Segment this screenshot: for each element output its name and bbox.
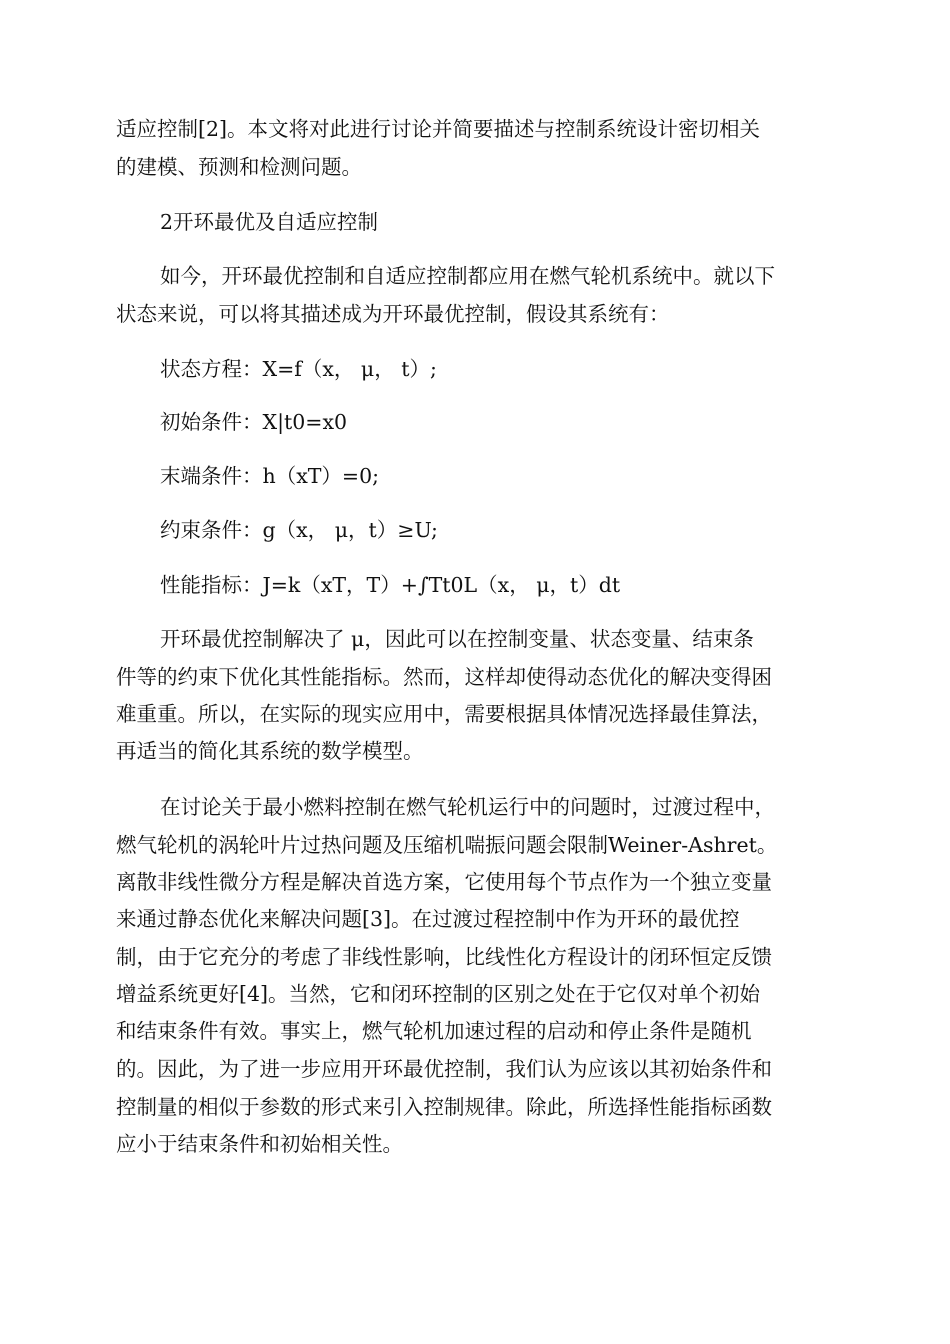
paragraph-line: 适应控制[2]。本文将对此进行讨论并简要描述与控制系统设计密切相关 xyxy=(116,117,761,141)
paragraph-line: 来通过静态优化来解决问题[3]。在过渡过程控制中作为开环的最优控 xyxy=(116,907,740,931)
paragraph-line: 的。因此，为了进一步应用开环最优控制，我们认为应该以其初始条件和 xyxy=(116,1057,772,1081)
paragraph-line: 燃气轮机的涡轮叶片过热问题及压缩机喘振问题会限制Weiner-Ashret。 xyxy=(116,833,778,857)
paragraph-line: 应小于结束条件和初始相关性。 xyxy=(116,1132,403,1156)
paragraph-line: 难重重。所以，在实际的现实应用中，需要根据具体情况选择最佳算法， xyxy=(116,702,772,726)
equation-line: 性能指标：J=k（xT，T）+∫Tt0L（x， μ，t）dt xyxy=(160,573,621,597)
paragraph-line: 离散非线性微分方程是解决首选方案，它使用每个节点作为一个独立变量 xyxy=(116,870,772,894)
paragraph-line: 在讨论关于最小燃料控制在燃气轮机运行中的问题时，过渡过程中， xyxy=(160,795,775,819)
paragraph-line: 控制量的相似于参数的形式来引入控制规律。除此，所选择性能指标函数 xyxy=(116,1095,772,1119)
paragraph-line: 和结束条件有效。事实上，燃气轮机加速过程的启动和停止条件是随机 xyxy=(116,1019,752,1043)
paragraph-line: 制，由于它充分的考虑了非线性影响，比线性化方程设计的闭环恒定反馈 xyxy=(116,945,772,969)
paragraph-line: 状态来说，可以将其描述成为开环最优控制，假设其系统有： xyxy=(116,302,670,326)
paragraph-line: 再适当的简化其系统的数学模型。 xyxy=(116,739,424,763)
paragraph-line: 开环最优控制解决了 μ，因此可以在控制变量、状态变量、结束条 xyxy=(160,627,754,651)
equation-line: 状态方程：X=f（x， μ， t）; xyxy=(160,357,437,381)
section-heading: 2开环最优及自适应控制 xyxy=(160,210,379,234)
paragraph-line: 如今，开环最优控制和自适应控制都应用在燃气轮机系统中。就以下 xyxy=(160,264,775,288)
equation-line: 末端条件：h（xT）=0; xyxy=(160,464,380,488)
paragraph-line: 增益系统更好[4]。当然，它和闭环控制的区别之处在于它仅对单个初始 xyxy=(116,982,761,1006)
paragraph-line: 件等的约束下优化其性能指标。然而，这样却使得动态优化的解决变得困 xyxy=(116,665,772,689)
equation-line: 初始条件：X|t0=x0 xyxy=(160,410,348,434)
equation-line: 约束条件：g（x， μ，t）≥U; xyxy=(160,518,438,542)
paragraph-line: 的建模、预测和检测问题。 xyxy=(116,155,362,179)
